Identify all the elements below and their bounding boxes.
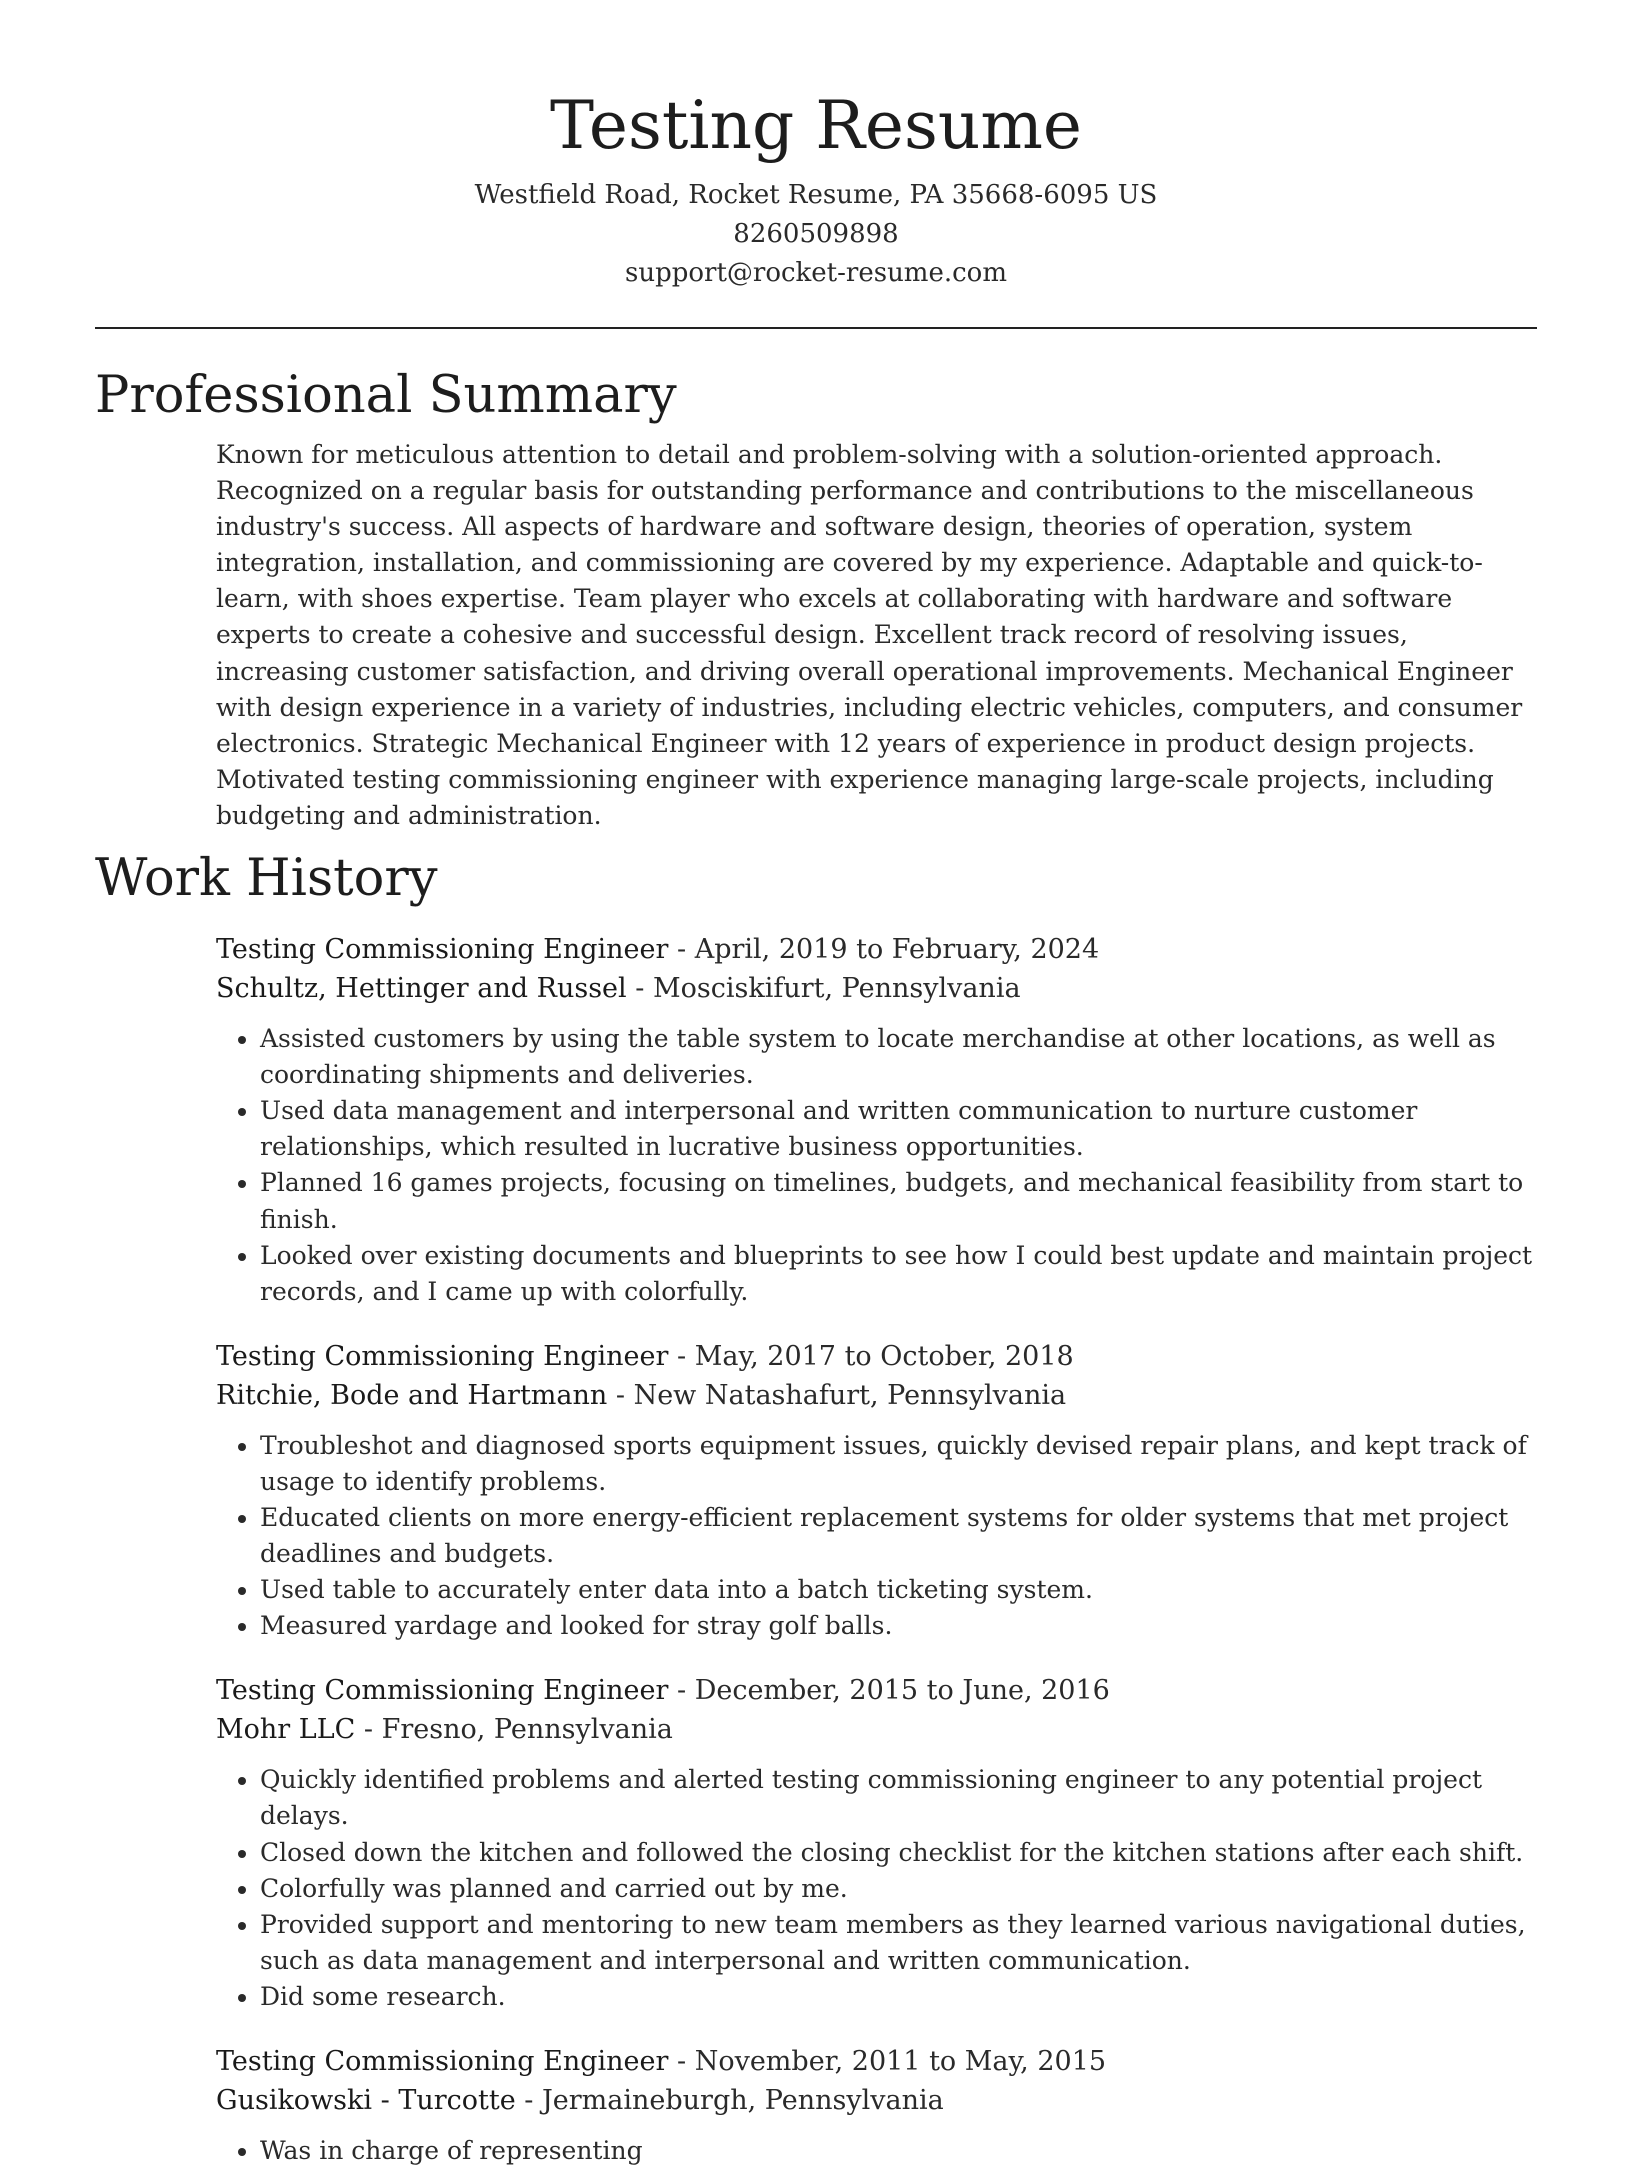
job-bullet: • Troubleshot and diagnosed sports equipment issues, quickly devised repair plans, and kept track of usage to identify problems.	[260, 1428, 1537, 1500]
resume-page	[95, 0, 1537, 2165]
job-location: - Fresno, Pennsylvania	[355, 1714, 673, 1746]
job-bullet: • Looked over existing documents and blueprints to see how I could best update and maintain project records, and I came up with colorfully.	[260, 1238, 1537, 1310]
job-bullet: • Colorfully was planned and carried out by me.	[260, 1871, 1537, 1907]
email-address: support@rocket-resume.com	[624, 258, 1007, 288]
work-history-section-title: Work History	[95, 849, 438, 909]
job-company-line	[216, 1710, 1537, 1749]
header-divider	[95, 327, 1537, 329]
job-company: Gusikowski - Turcotte	[216, 2085, 516, 2116]
job-title-line	[216, 930, 1537, 969]
job-bullet: • Did some research.	[260, 1979, 1537, 2015]
job-dates: - November, 2011 to May, 2015	[668, 2046, 1107, 2077]
summary-text: Known for meticulous attention to detail and problem-solving with a solution-oriented approach. Recognized on a regular basis for outstanding performance and contributions to the miscellaneous industry's success. All aspects of hardware and software design, theories of operation, system integration, installation, and commissioning are covered by my experience. Adaptable and quick-to-learn, with shoes expertise. Team player who excels at collaborating with hardware and software experts to create a cohesive and successful design. Excellent track record of resolving issues, increasing customer satisfaction, and driving overall operational improvements. Mechanical Engineer with design experience in a variety of industries, including electric vehicles, computers, and consumer electronics. Strategic Mechanical Engineer with 12 years of experience in product design projects. Motivated testing commissioning engineer with experience managing large-scale projects, including budgeting and administration.	[216, 440, 1523, 830]
job-bullet: • Provided support and mentoring to new team members as they learned various navigational duties, such as data management and interpersonal and written communication.	[260, 1907, 1537, 1979]
candidate-name: Testing Resume	[550, 87, 1082, 164]
job-company-line	[216, 1376, 1537, 1415]
job-dates: - April, 2019 to February, 2024	[668, 934, 1100, 966]
job-bullets	[216, 2133, 1537, 2169]
job-position: Testing Commissioning Engineer	[216, 1340, 669, 1372]
job-entry	[216, 1671, 1537, 2015]
job-bullet: • Quickly identified problems and alerted testing commissioning engineer to any potential project delays.	[260, 1762, 1537, 1834]
job-company: Mohr LLC	[216, 1714, 356, 1746]
job-location: - Mosciskifurt, Pennsylvania	[626, 973, 1021, 1005]
job-company: Ritchie, Bode and Hartmann	[216, 1379, 608, 1411]
job-bullets	[216, 1428, 1537, 1645]
job-bullet: • Closed down the kitchen and followed the closing checklist for the kitchen stations after each shift.	[260, 1835, 1537, 1871]
job-entry	[216, 1337, 1537, 1645]
phone-number: 8260509898	[733, 219, 899, 249]
job-company-line	[216, 969, 1537, 1008]
job-entry	[216, 930, 1537, 1310]
job-bullet: • Planned 16 games projects, focusing on timelines, budgets, and mechanical feasibility from start to finish.	[260, 1165, 1537, 1237]
job-bullet: • Was in charge of representing	[260, 2133, 1537, 2169]
job-bullet: • Measured yardage and looked for stray golf balls.	[260, 1608, 1537, 1644]
job-title-line	[216, 2042, 1537, 2081]
job-location: - New Natashafurt, Pennsylvania	[607, 1379, 1067, 1411]
job-location: - Jermaineburgh, Pennsylvania	[515, 2085, 944, 2116]
address: Westfield Road, Rocket Resume, PA 35668-6095 US	[474, 180, 1158, 210]
job-position: Testing Commissioning Engineer	[216, 934, 669, 966]
job-title-line	[216, 1671, 1537, 1710]
job-bullet: • Educated clients on more energy-efficient replacement systems for older systems that met project deadlines and budgets.	[260, 1500, 1537, 1572]
job-dates: - May, 2017 to October, 2018	[668, 1340, 1074, 1372]
job-bullets	[216, 1762, 1537, 2015]
summary-section-title: Professional Summary	[95, 366, 677, 425]
resume-header	[95, 0, 1537, 293]
job-position: Testing Commissioning Engineer	[216, 2046, 669, 2077]
job-position: Testing Commissioning Engineer	[216, 1675, 669, 1707]
job-bullet: • Used data management and interpersonal and written communication to nurture customer relationships, which resulted in lucrative business opportunities.	[260, 1093, 1537, 1165]
job-title-line	[216, 1337, 1537, 1376]
job-dates: - December, 2015 to June, 2016	[668, 1675, 1110, 1707]
job-company: Schultz, Hettinger and Russel	[216, 973, 627, 1005]
job-bullet: • Assisted customers by using the table system to locate merchandise at other locations, as well as coordinating shipments and deliveries.	[260, 1021, 1537, 1093]
job-company-line	[216, 2081, 1537, 2120]
job-bullet: • Used table to accurately enter data into a batch ticketing system.	[260, 1572, 1537, 1608]
job-entry	[216, 2042, 1537, 2169]
work-history-list	[216, 930, 1537, 2169]
job-bullets	[216, 1021, 1537, 1310]
